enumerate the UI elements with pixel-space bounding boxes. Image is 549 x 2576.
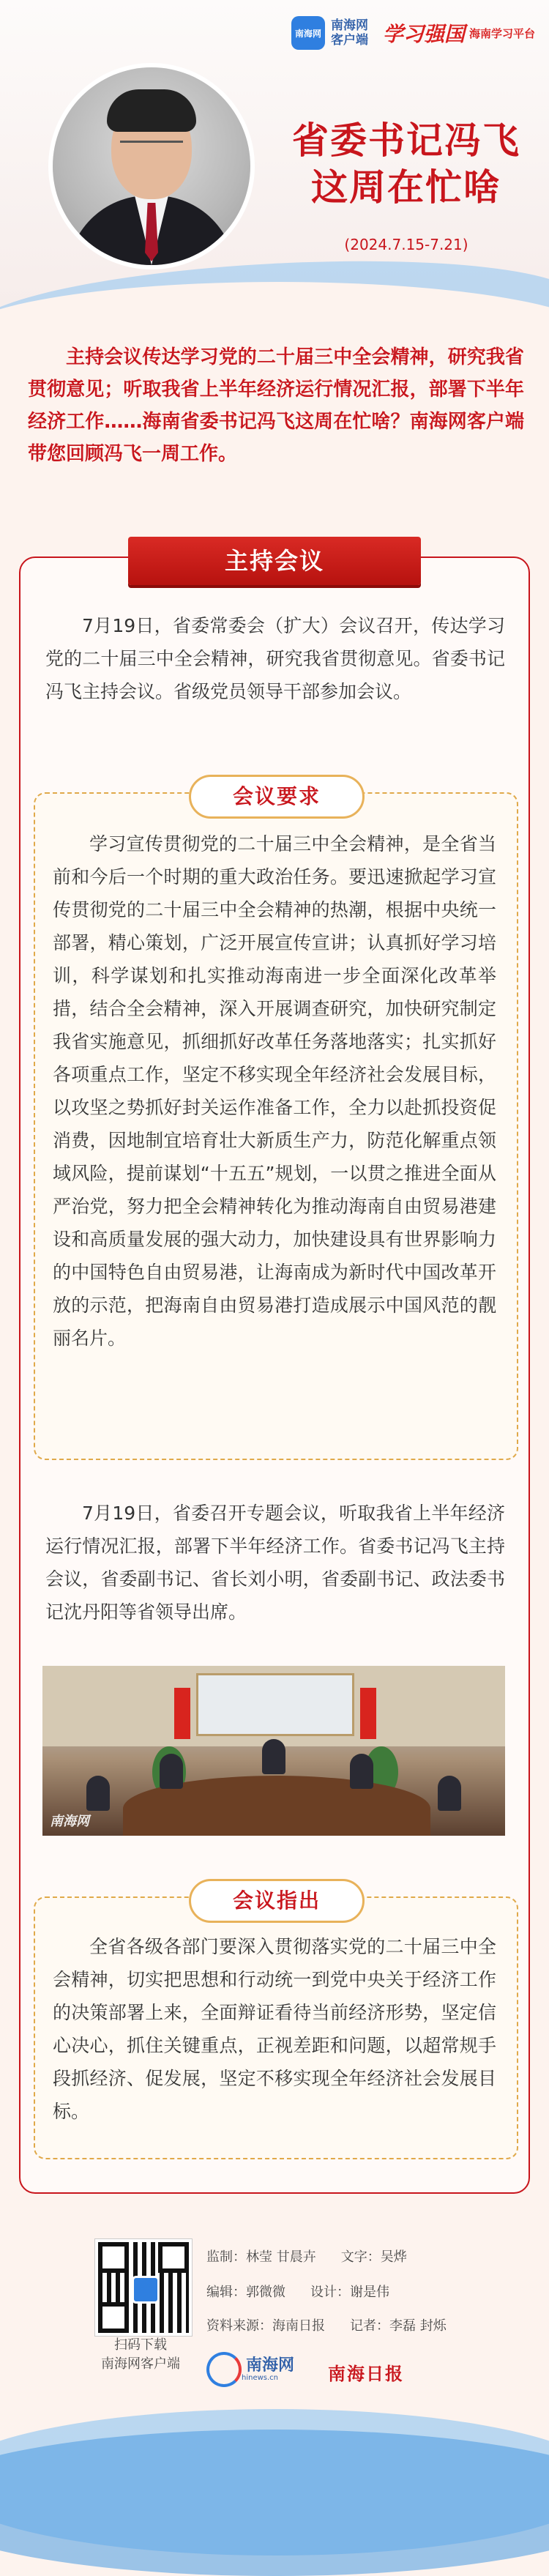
page-header [0,0,549,322]
credits-row-1: 监制：林莹 甘晨卉 文字：吴烨 [206,2249,407,2265]
requirements-title: 会议要求 [189,775,365,819]
credits-row-2: 编辑：郭微微 设计：谢是伟 [206,2285,389,2300]
points-text: 全省各级各部门要深入贯彻落实党的二十届三中全会精神，切实把思想和行动统一到党中央关于经济工作的决策部署上来，全面辩证看待当前经济形势，坚定信心决心，抓住关键重点，正视差距和问题，以超常规手段抓经济、促发展，坚定不移实现全年经济社会发展目标。 [53,1936,496,2122]
section-title: 主持会议 [128,537,421,585]
meeting-paragraph-2: 7月19日，省委召开专题会议，听取我省上半年经济运行情况汇报，部署下半年经济工作。省委书记冯飞主持会议，省委副书记、省长刘小明，省委副书记、政法委书记沈丹阳等省领导出席。 [45,1503,505,1623]
points-title: 会议指出 [189,1879,365,1923]
meeting-photo [42,1666,505,1836]
intro-summary: 主持会议传达学习党的二十届三中全会精神，研究我省贯彻意见；听取我省上半年经济运行情况汇报，部署下半年经济工作……海南省委书记冯飞这周在忙啥？南海网客户端带您回顾冯飞一周工作。 [28,346,524,465]
page-title: 省委书记冯飞 这周在忙啥 [292,119,520,209]
photo-watermark: 南海网 [50,1814,89,1829]
xuexi-qiangguo-logo-icon: 学习强国 海南学习平台 [383,22,536,46]
portrait-photo [53,67,250,265]
hinews-logo-icon: 南海网 hinews.cn [206,2352,294,2387]
app-name: 南海网 客户端 [331,18,368,48]
qr-code-icon[interactable] [95,2239,192,2336]
date-range: (2024.7.15-7.21) [344,236,468,253]
brand-logos [291,16,535,50]
app-logo-icon: 南海网 [291,16,325,50]
requirements-text: 学习宣传贯彻党的二十届三中全会精神，是全省当前和今后一个时期的重大政治任务。要迅速掀起学习宣传贯彻党的二十届三中全会精神的热潮，根据中央统一部署，精心策划，广泛开展宣传宣讲；认真抓好学习培训，科学谋划和扎实推动海南进一步全面深化改革举措，结合全会精神，深入开展调查研究，加快研究制定我省实施意见，抓细抓好改革任务落地落实；扎实抓好各项重点工作，坚定不移实现全年经济社会发展目标，以攻坚之势抓好封关运作准备工作，全力以赴抓投资促消费，因地制宜培育壮大新质生产力，防范化解重点领域风险，提前谋划“十五五”规划，一以贯之推进全面从严治党，努力把全会精神转化为推动海南自由贸易港建设和高质量发展的强大动力，加快建设具有世界影响力的中国特色自由贸易港，让海南成为新时代中国改革开放的示范，把海南自由贸易港打造成展示中国风范的靓丽名片。 [53,833,496,1349]
meeting-paragraph-1: 7月19日，省委常委会（扩大）会议召开，传达学习党的二十届三中全会精神，研究我省贯彻意见。省委书记冯飞主持会议。省级党员领导干部参加会议。 [45,615,505,702]
hainan-daily-logo: 南海日报 [328,2363,404,2384]
credits-row-3: 资料来源：海南日报 记者：李磊 封烁 [206,2318,447,2334]
footer-wave-decoration-2 [0,2430,549,2576]
qr-label: 扫码下载 南海网客户端 [101,2337,180,2372]
